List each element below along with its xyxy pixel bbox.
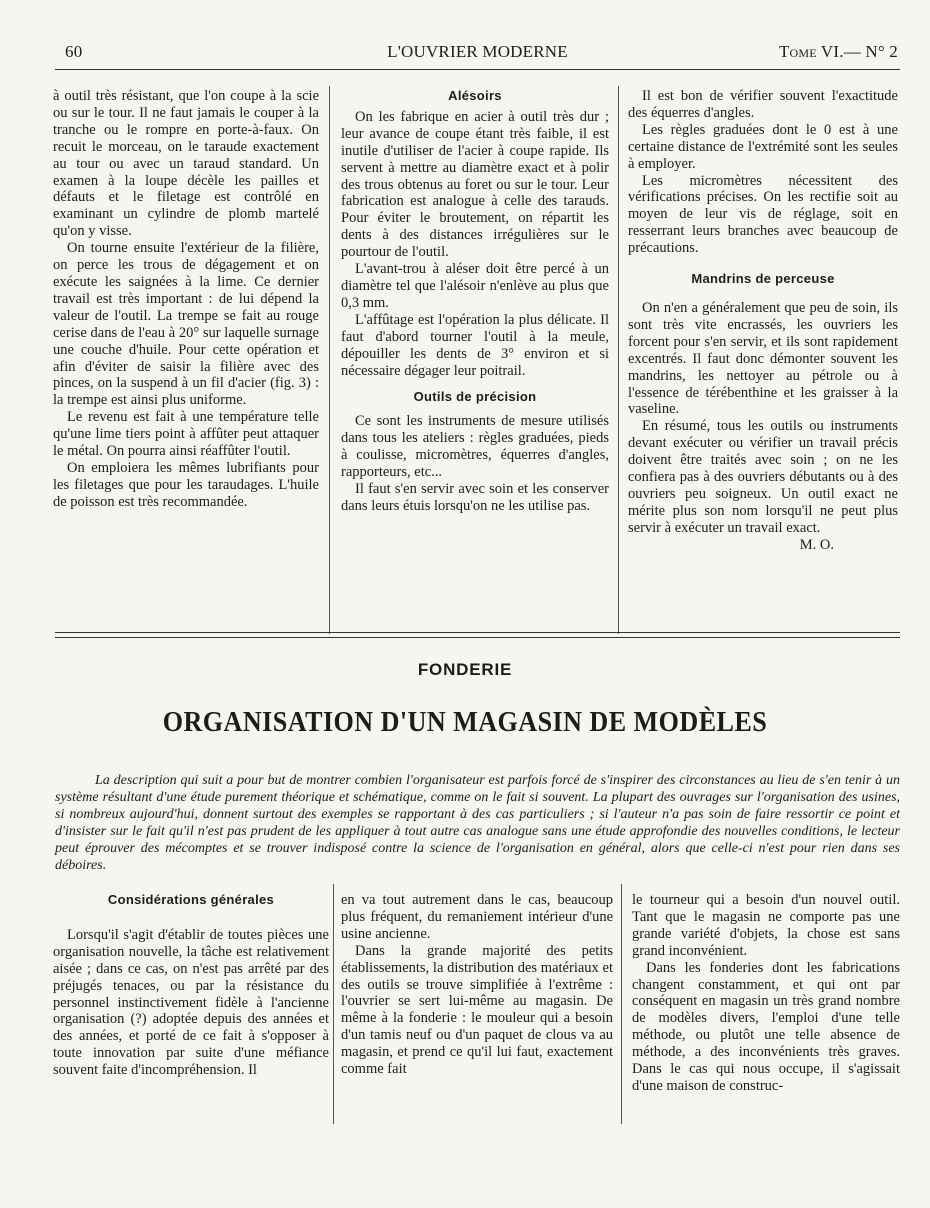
column-divider <box>621 884 622 1124</box>
column-divider <box>618 86 619 634</box>
paragraph: On emploiera les mêmes lubrifiants pour les filetages que pour les taraudages. L'huile de poisson est très recommandée. <box>53 459 319 510</box>
issue-label: Tome VI.— N° 2 <box>778 42 898 61</box>
paragraph: L'affûtage est l'opération la plus délicate. Il faut d'abord tourner l'outil à la meule, dépouiller les dents de 3° environ et si nécessaire dégager leur poitrail. <box>341 311 609 379</box>
top-column-2 <box>341 88 609 515</box>
paragraph: Ce sont les instruments de mesure utilisés dans tous les ateliers : règles graduées, pieds à coulisse, micromètres, équerres d'angles, rapporteurs, etc... <box>341 413 609 481</box>
paragraph: Il est bon de vérifier souvent l'exactitude des équerres d'angles. <box>628 88 898 121</box>
article-column-1 <box>53 892 329 1079</box>
paragraph: On n'en a généralement que peu de soin, ils sont très vite encrassés, les ouvriers les forcent pour s'en servir, et ils sont rapidement excentrés. Il faut donc démonter souvent les mandrins, les nettoyer au pétrole ou à l'essence de térébenthine et les graisser à la vaseline. <box>628 299 898 418</box>
subheading-considerations: Considérations générales <box>107 892 275 907</box>
column-divider <box>333 884 334 1124</box>
top-column-1 <box>53 88 319 511</box>
article-abstract: La description qui suit a pour but de montrer combien l'organisateur est parfois forcé de s'inspirer des circonstances au lieu de s'en tenir à un système résultant d'une étude purement théorique et schématique, comme on le fait si souvent. La plupart des ouvrages sur l'organisation des usines, si nombreux aujourd'hui, donnent surtout des exemples se rapportant à des cas particuliers ; si l'auteur n'a pas soin de faire ressortir ce point et d'insister sur le fait qu'il n'est pas prudent de les appliquer à tout autre cas analogue sans une étude approfondie des nouvelles conditions, le lecteur peut éprouver des mécomptes et se trouver indisposé contre la science de l'organisation en général, alors que celle-ci n'est pour rien dans ses déboires. <box>55 773 900 873</box>
header-rule <box>55 69 900 70</box>
paragraph: En résumé, tous les outils ou instruments devant exécuter ou vérifier un travail précis doivent être traités avec soin ; on ne les confiera pas à des ouvriers débutants ou à des ouvriers peu soigneux. Un outil exact ne mérite plus son nom lorsqu'il ne peut plus servir à exécuter un travail exact. <box>628 418 898 536</box>
running-head <box>55 42 900 66</box>
section-heading: FONDERIE <box>417 660 513 679</box>
author-signature: M. O. <box>799 536 834 553</box>
paragraph: Les règles graduées dont le 0 est à une certaine distance de l'extrémité sont les seules à employer. <box>628 121 898 172</box>
top-column-3 <box>628 88 898 554</box>
subheading-outils-precision: Outils de précision <box>413 389 537 405</box>
paragraph: le tourneur qui a besoin d'un nouvel outil. Tant que le magasin ne comporte pas une grande variété d'objets, la chose est sans grand inconvénient. <box>632 892 900 959</box>
paragraph: Dans les fonderies dont les fabrications changent constamment, et qui ont par conséquent en magasin un très grand nombre de modèles divers, l'emploi d'une telle méthode, ou plutôt une telle absence de méthode, a des inconvénients très graves. Dans le cas qui nous occupe, il s'agissait d'une maison de construc- <box>632 959 900 1094</box>
paragraph: à outil très résistant, que l'on coupe à la scie ou sur le tour. Il ne faut jamais le couper à la tranche ou le rompre en porte-à-faux. On recuit le morceau, on le taraude exactement au tour ou avec un taraud standard. Un examen à la loupe décèle les pailles et défauts et le filetage est contrôlé en examinant un cylindre de plomb martelé qu'on y visse. <box>53 88 319 240</box>
paragraph: On tourne ensuite l'extérieur de la filière, on perce les trous de dégagement et on exécute les saignées à la lime. Ce dernier travail est très important : de lui dépend la valeur de l'outil. La trempe se fait au rouge cerise dans de l'eau à 20° sur laquelle surnage une couche d'huile. Pour cette opération et afin d'éviter de saisir la filière avec des pinces, on la suspend à un fil d'acier (fig. 3) : la trempe est ainsi plus uniforme. <box>53 240 319 409</box>
paragraph: Le revenu est fait à une température telle qu'une lime tiers point à affûter peut attaquer le métal. On pourra ainsi réaffûter l'outil. <box>53 409 319 460</box>
subheading-alesoirs: Alésoirs <box>448 88 502 103</box>
section-double-rule <box>55 632 900 638</box>
page-number: 60 <box>65 42 83 61</box>
paragraph: Il faut s'en servir avec soin et les conserver dans leurs étuis lorsqu'on ne les utilise pas. <box>341 480 609 514</box>
paragraph: en va tout autrement dans le cas, beaucoup plus fréquent, du remaniement intérieur d'une usine ancienne. <box>341 892 613 942</box>
paragraph: Les micromètres nécessitent des vérifications précises. On les rectifie soit au moyen de leur vis de réglage, soit en resserrant leurs branches avec beaucoup de précautions. <box>628 172 898 257</box>
paragraph: Dans la grande majorité des petits établissements, la distribution des matériaux et des outils se trouve simplifiée à l'extrême : l'ouvrier se sert lui-même au magasin. De même à la fonderie : le mouleur qui a besoin d'un tamis neuf ou d'un paquet de clous va au magasin, et prend ce qu'il lui faut, exactement comme fait <box>341 942 613 1078</box>
paragraph: Lorsqu'il s'agit d'établir de toutes pièces une organisation nouvelle, la tâche est relativement aisée ; dans ce cas, on n'est pas arrêté par des préjugés tenaces, ou par la résistance du personnel instinctivement fidèle à l'ancienne organisation (?) adoptée depuis des années et des années, et porté de ce fait à s'opposer à toute innovation par suite d'une méfiance souvent faite d'incompréhension. Il <box>53 926 329 1079</box>
column-divider <box>329 86 330 634</box>
article-column-2 <box>341 892 613 1078</box>
journal-title: L'OUVRIER MODERNE <box>387 42 568 61</box>
subheading-mandrins: Mandrins de perceuse <box>691 271 835 287</box>
paragraph: On les fabrique en acier à outil très dur ; leur avance de coupe étant très faible, il est inutile d'utiliser de l'acier à coupe rapide. Ils servent à mettre au diamètre exact et à polir des trous obtenus au foret ou sur le tour. Leur fabrication est analogue à celle des tarauds. Pour éviter le broutement, on répartit les dents à des distances irrégulières sur le pourtour de l'outil. <box>341 108 609 261</box>
article-title: ORGANISATION D'UN MAGASIN DE MODÈLES <box>162 706 768 738</box>
article-column-3 <box>632 892 900 1095</box>
paragraph: L'avant-trou à aléser doit être percé à un diamètre tel que l'alésoir n'enlève au plus que 0,3 mm. <box>341 261 609 311</box>
